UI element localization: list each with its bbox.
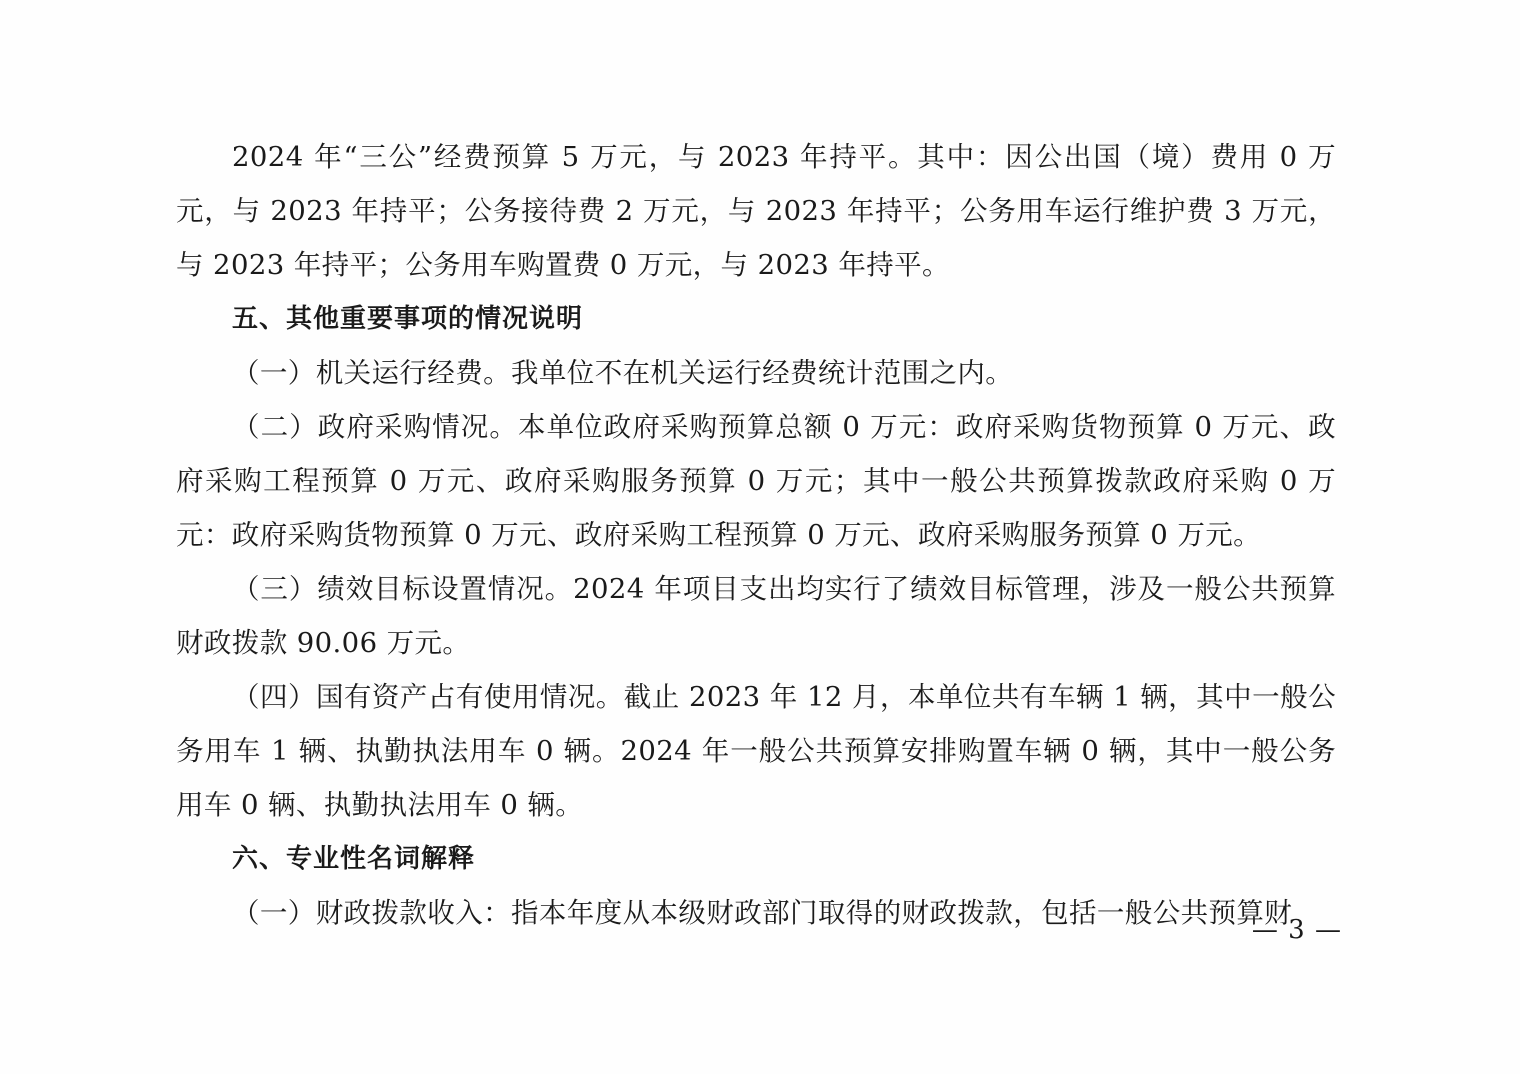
paragraph-operating-expenses: （一）机关运行经费。我单位不在机关运行经费统计范围之内。 — [232, 357, 1014, 389]
paragraph-three-public-funds: 2024 年“三公”经费预算 5 万元，与 2023 年持平。其中：因公出国（境）费用 0 万元，与 2023 年持平；公务接待费 2 万元，与 2023 年持平；公务用车运行维护费 3 万元，与 2023 年持平；公务用车购置费 0 万元，与 2023 年持平。 — [176, 141, 1336, 281]
section-heading-five: 五、其他重要事项的情况说明 — [232, 304, 584, 334]
page-number: — 3 — — [1251, 915, 1342, 945]
paragraph-terminology-fiscal-appropriation: （一）财政拨款收入：指本年度从本级财政部门取得的财政拨款，包括一般公共预算财 — [232, 897, 1293, 929]
paragraph-performance-goals: （三）绩效目标设置情况。2024 年项目支出均实行了绩效目标管理，涉及一般公共预算财政拨款 90.06 万元。 — [176, 573, 1336, 659]
paragraph-state-owned-assets: （四）国有资产占有使用情况。截止 2023 年 12 月，本单位共有车辆 1 辆，其中一般公务用车 1 辆、执勤执法用车 0 辆。2024 年一般公共预算安排购置车辆 0 辆，其中一般公务用车 0 辆、执勤执法用车 0 辆。 — [176, 681, 1336, 821]
section-heading-six: 六、专业性名词解释 — [232, 844, 476, 874]
document-body — [176, 130, 1336, 940]
paragraph-government-procurement: （二）政府采购情况。本单位政府采购预算总额 0 万元：政府采购货物预算 0 万元、政府采购工程预算 0 万元、政府采购服务预算 0 万元；其中一般公共预算拨款政府采购 0 万元：政府采购货物预算 0 万元、政府采购工程预算 0 万元、政府采购服务预算 0 万元。 — [176, 411, 1336, 551]
